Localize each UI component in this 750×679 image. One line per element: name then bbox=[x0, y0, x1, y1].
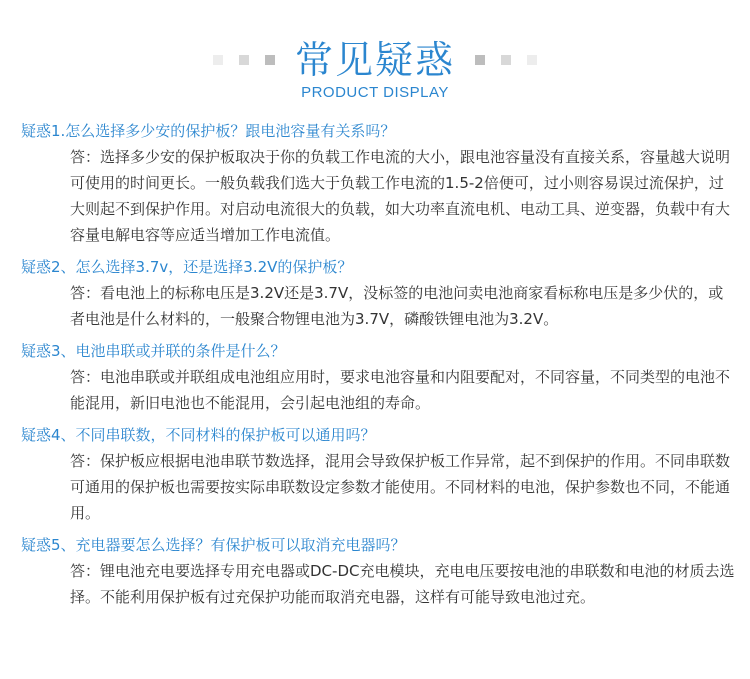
page-subtitle: PRODUCT DISPLAY bbox=[301, 84, 449, 101]
square-icon bbox=[527, 55, 537, 65]
faq-item bbox=[0, 118, 750, 248]
section-header bbox=[0, 0, 750, 110]
faq-answer: 答：电池串联或并联组成电池组应用时，要求电池容量和内阻要配对，不同容量，不同类型的电池不能混用，新旧电池也不能混用，会引起电池组的寿命。 bbox=[70, 368, 731, 412]
faq-question: 疑惑3、电池串联或并联的条件是什么？ bbox=[21, 342, 286, 360]
square-icon bbox=[265, 55, 275, 65]
square-icon bbox=[239, 55, 249, 65]
faq-list bbox=[0, 118, 750, 616]
faq-question: 疑惑2、怎么选择3.7v，还是选择3.2V的保护板？ bbox=[21, 258, 353, 276]
decorative-squares-right bbox=[475, 34, 537, 86]
faq-question: 疑惑5、充电器要怎么选择？有保护板可以取消充电器吗？ bbox=[21, 536, 406, 554]
faq-question: 疑惑1.怎么选择多少安的保护板？跟电池容量有关系吗？ bbox=[21, 122, 396, 140]
faq-question: 疑惑4、不同串联数，不同材料的保护板可以通用吗？ bbox=[21, 426, 376, 444]
square-icon bbox=[213, 55, 223, 65]
faq-answer: 答：保护板应根据电池串联节数选择，混用会导致保护板工作异常，起不到保护的作用。不同串联数可通用的保护板也需要按实际串联数设定参数才能使用。不同材料的电池，保护参数也不同，不能通用。 bbox=[70, 452, 731, 522]
faq-item bbox=[0, 338, 750, 416]
faq-item bbox=[0, 532, 750, 610]
faq-item bbox=[0, 254, 750, 332]
faq-item bbox=[0, 422, 750, 526]
decorative-squares-left bbox=[213, 34, 275, 86]
square-icon bbox=[501, 55, 511, 65]
square-icon bbox=[475, 55, 485, 65]
title-row bbox=[0, 34, 750, 86]
page-title: 常见疑惑 bbox=[294, 38, 455, 82]
faq-answer: 答：看电池上的标称电压是3.2V还是3.7V，没标签的电池问卖电池商家看标称电压是多少伏的，或者电池是什么材料的，一般聚合物锂电池为3.7V，磷酸铁锂电池为3.2V。 bbox=[70, 284, 724, 328]
faq-answer: 答：锂电池充电要选择专用充电器或DC-DC充电模块，充电电压要按电池的串联数和电池的材质去选择。不能利用保护板有过充保护功能而取消充电器，这样有可能导致电池过充。 bbox=[70, 562, 735, 606]
faq-answer: 答：选择多少安的保护板取决于你的负载工作电流的大小，跟电池容量没有直接关系，容量越大说明可使用的时间更长。一般负载我们选大于负载工作电流的1.5-2倍便可，过小则容易误过流保护，过大则起不到保护作用。对启动电流很大的负载，如大功率直流电机、电动工具、逆变器，负载中有大容量电解电容等应适当增加工作电流值。 bbox=[70, 148, 731, 244]
